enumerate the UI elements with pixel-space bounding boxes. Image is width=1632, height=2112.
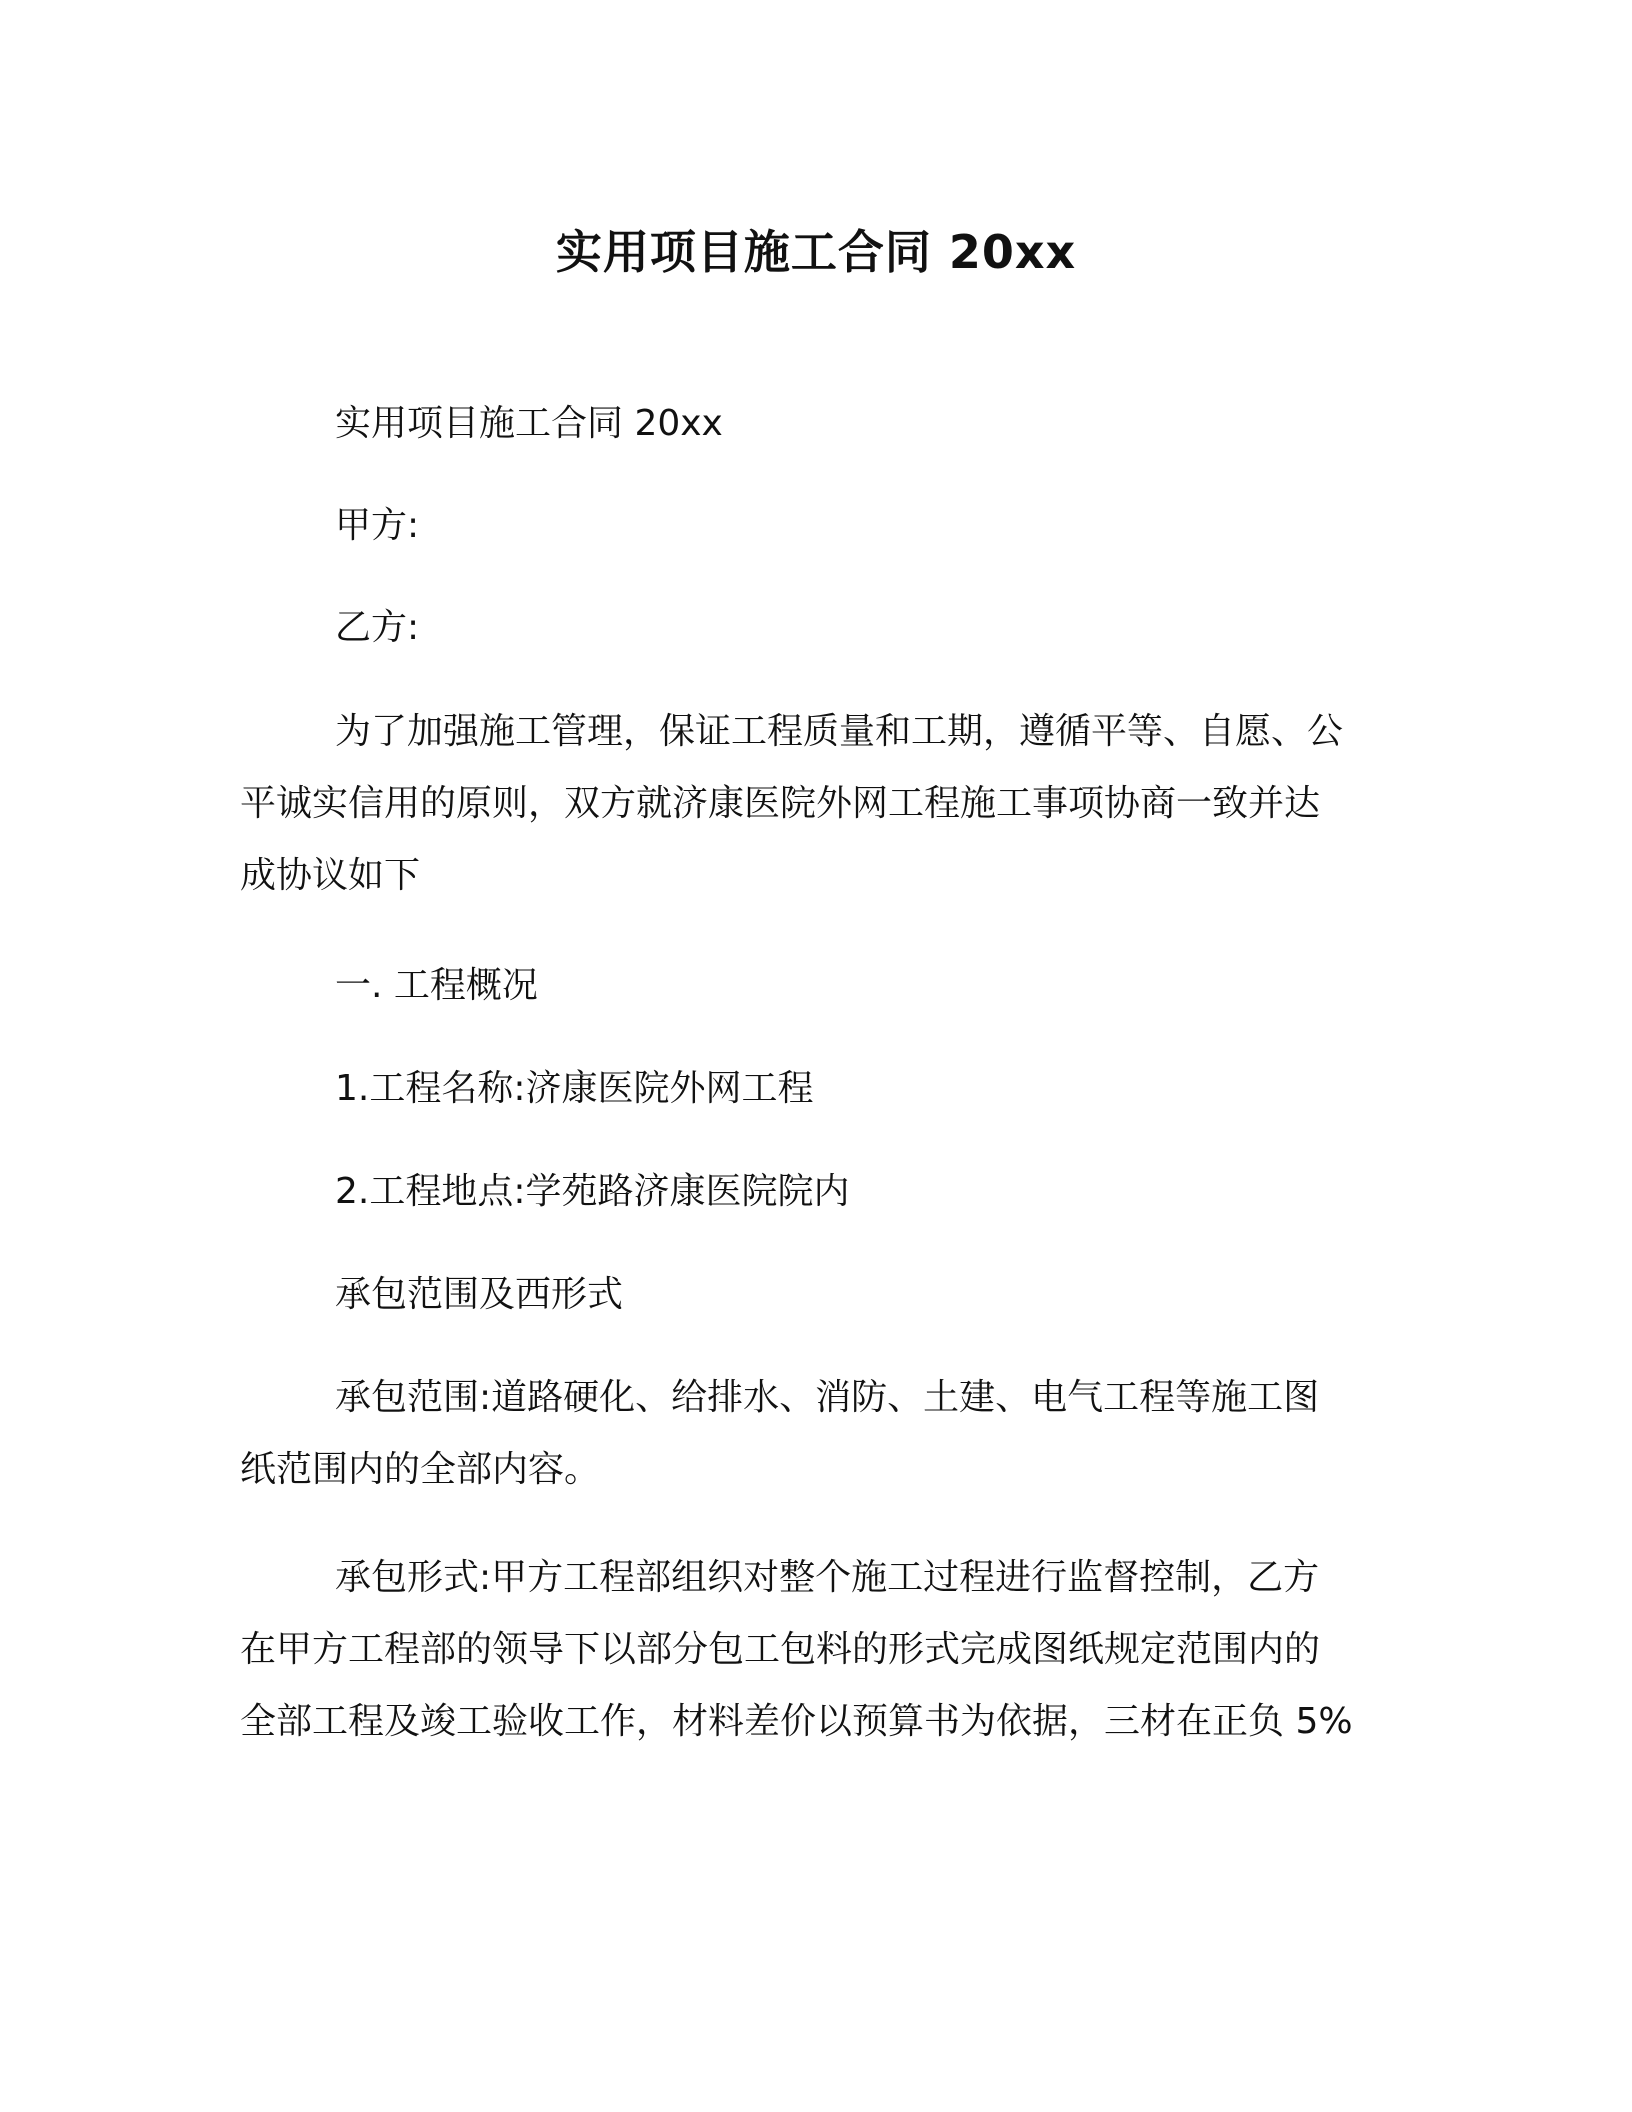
intro-line: 平诚实信用的原则，双方就济康医院外网工程施工事项协商一致并达 bbox=[240, 783, 1321, 824]
form-line: 承包形式:甲方工程部组织对整个施工过程进行监督控制，乙方 bbox=[335, 1557, 1320, 1598]
intro-paragraph bbox=[240, 706, 1400, 922]
scope-paragraph bbox=[240, 1372, 1400, 1516]
intro-line: 成协议如下 bbox=[240, 855, 421, 896]
contract-form-paragraph bbox=[240, 1552, 1400, 1768]
form-line: 在甲方工程部的领导下以部分包工包料的形式完成图纸规定范围内的 bbox=[240, 1629, 1321, 1670]
scope-line: 承包范围:道路硬化、给排水、消防、土建、电气工程等施工图 bbox=[335, 1377, 1320, 1418]
document-title: 实用项目施工合同 20xx bbox=[555, 225, 1077, 279]
form-line: 全部工程及竣工验收工作，材料差价以预算书为依据，三材在正负 5% bbox=[240, 1701, 1353, 1742]
document-subtitle: 实用项目施工合同 20xx bbox=[335, 403, 723, 444]
project-name-item: 1.工程名称:济康医院外网工程 bbox=[335, 1068, 814, 1109]
section-heading: 一. 工程概况 bbox=[335, 965, 538, 1006]
party-a-label: 甲方: bbox=[335, 505, 420, 546]
project-location-item: 2.工程地点:学苑路济康医院院内 bbox=[335, 1171, 850, 1212]
intro-line: 为了加强施工管理，保证工程质量和工期，遵循平等、自愿、公 bbox=[335, 711, 1344, 752]
scope-heading: 承包范围及西形式 bbox=[335, 1274, 624, 1315]
party-b-label: 乙方: bbox=[335, 607, 420, 648]
scope-line: 纸范围内的全部内容。 bbox=[240, 1449, 601, 1490]
